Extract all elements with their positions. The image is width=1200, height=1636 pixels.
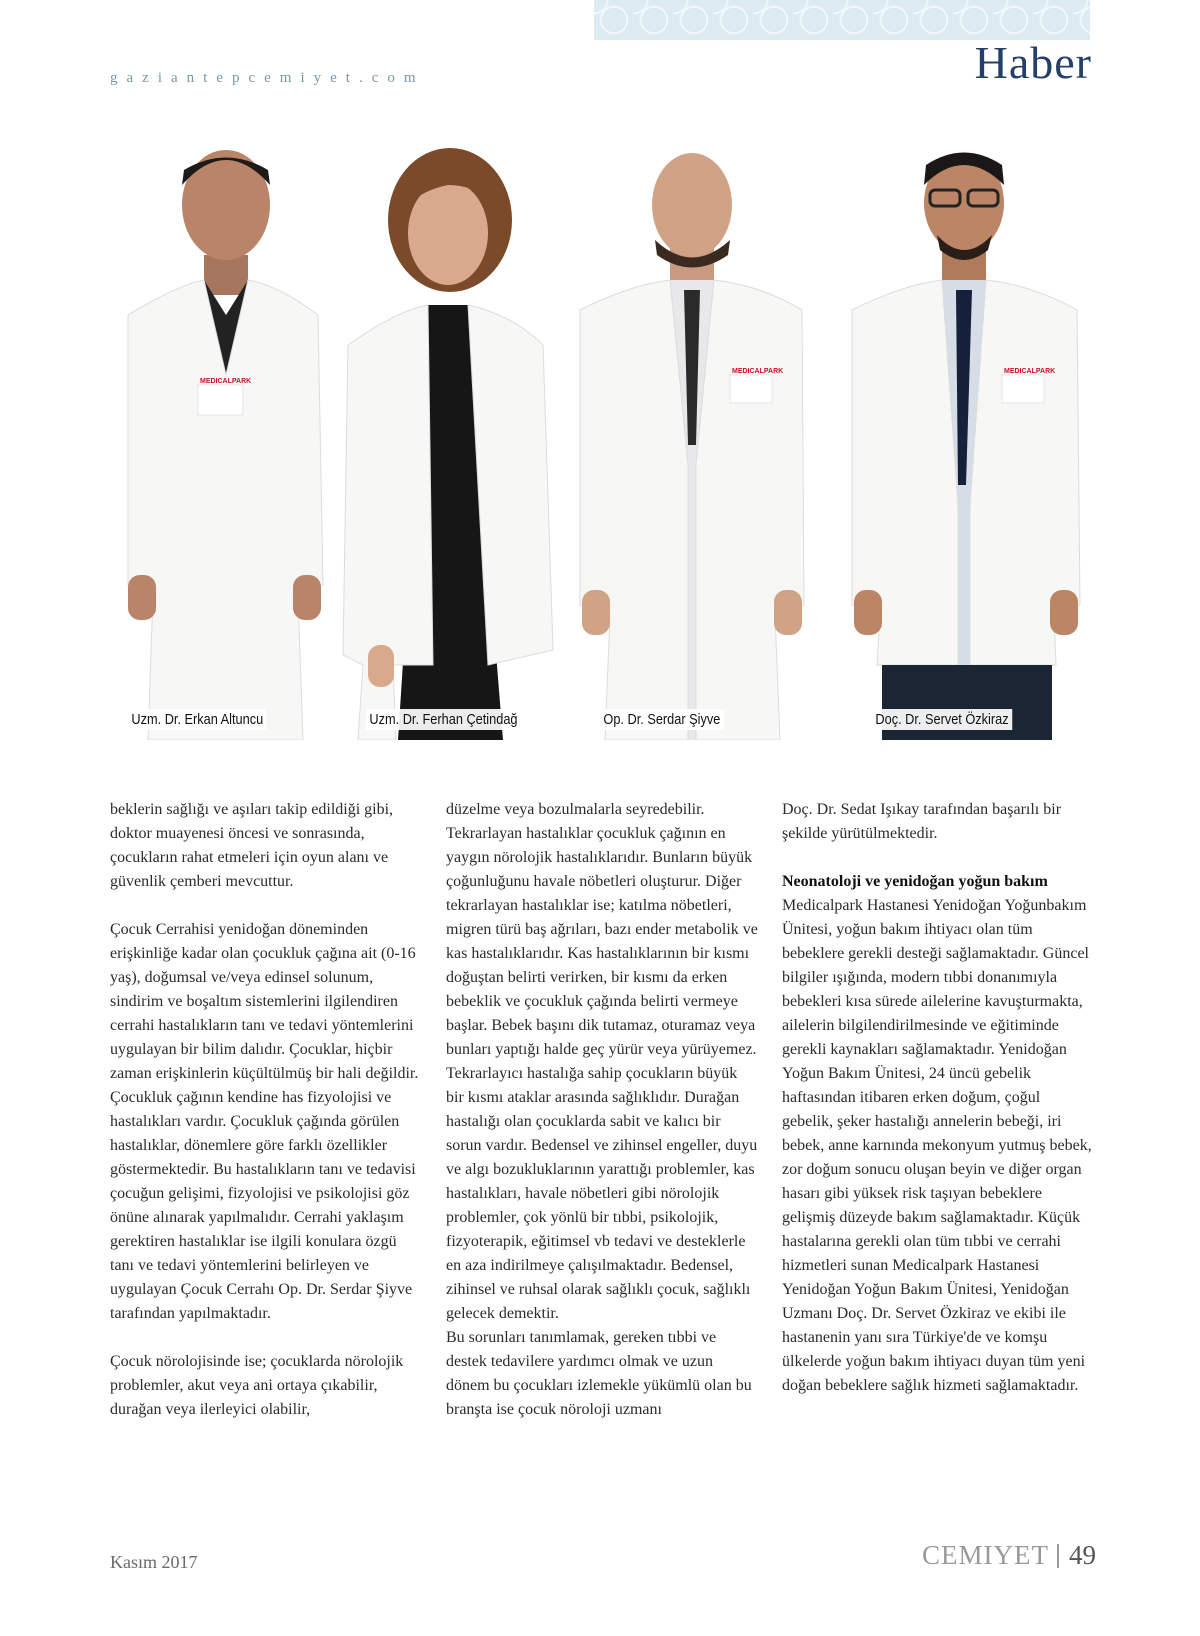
site-url: gaziantepcemiyet.com bbox=[110, 70, 425, 86]
doctor-figure-4 bbox=[842, 145, 1087, 740]
paragraph: Çocuk nörolojisinde ise; çocuklarda nörolojik problemler, akut veya ani ortaya çıkabilir, durağan veya ilerleyici olabilir, bbox=[110, 1353, 404, 1418]
article-column-2 bbox=[446, 798, 758, 1422]
doctor-caption-3: Op. Dr. Serdar Şiyve bbox=[600, 709, 724, 730]
paragraph: Bu sorunları tanımlamak, gereken tıbbi ve destek tedavilere yardımcı olmak ve uzun dönem bu çocukları izlemekle yükümlü olan bu branşta ise çocuk nöroloji uzmanı bbox=[446, 1329, 752, 1418]
issue-date: Kasım 2017 bbox=[110, 1552, 198, 1572]
footer-divider bbox=[1057, 1544, 1059, 1568]
magazine-brand: CEMIYET bbox=[922, 1540, 1049, 1570]
coat-badge-1: MEDICALPARK bbox=[200, 378, 252, 385]
paragraph: Çocuk Cerrahisi yenidoğan döneminden erişkinliğe kadar olan çocukluk çağına ait (0-16 yaş), doğumsal ve/veya edinsel solunum, sindirim ve boşaltım sistemlerini ilgilendiren cerrahi hastalıkların tanı ve tedavi yöntemlerini uygulayan bir bilim dalıdır. Çocuklar, hiçbir zaman erişkinlerin küçültülmüş bir hali değildir. Çocukluk çağının kendine has fizyolojisi ve hastalıkları vardır. Çocukluk çağında görülen hastalıklar, dönemlere göre farklı özellikler göstermektedir. Bu hastalıkların tanı ve tedavisi çocuğun gelişimi, fizyolojisi ve psikolojisi göz önüne alınarak yapılmalıdır. Cerrahi yaklaşım gerektiren hastalıklar ise ilgili konulara özgü tanı ve tedavi yöntemlerini belirleyen ve uygulayan Çocuk Cerrahı Op. Dr. Serdar Şiyve tarafından yapılmaktadır. bbox=[110, 921, 419, 1322]
coat-badge-4: MEDICALPARK bbox=[1004, 368, 1056, 375]
coat-badge-3: MEDICALPARK bbox=[732, 368, 784, 375]
section-title: Haber bbox=[974, 37, 1092, 88]
doctor-figure-3 bbox=[570, 145, 810, 740]
doctor-caption-4: Doç. Dr. Servet Özkiraz bbox=[872, 709, 1012, 730]
doctor-caption-1: Uzm. Dr. Erkan Altuncu bbox=[128, 709, 267, 730]
paragraph: beklerin sağlığı ve aşıları takip edildiği gibi, doktor muayenesi öncesi ve sonrasında, çocukların rahat etmeleri için oyun alanı ve güvenlik çemberi mevcuttur. bbox=[110, 801, 394, 890]
doctors-photo bbox=[110, 145, 1100, 740]
doctor-figure-2 bbox=[338, 145, 563, 740]
page-footer bbox=[922, 1540, 1096, 1571]
article-column-1 bbox=[110, 798, 422, 1422]
doctor-figure-1 bbox=[118, 145, 333, 740]
paragraph: Doç. Dr. Sedat Işıkay tarafından başarılı bir şekilde yürütülmektedir. bbox=[782, 801, 1062, 842]
paragraph: Medicalpark Hastanesi Yenidoğan Yoğunbakım Ünitesi, yoğun bakım ihtiyacı olan tüm bebeklere gerekli desteği sağlamaktadır. Güncel bilgiler ışığında, modern tıbbi donanımıyla bebekleri kısa sürede ailelerine kavuşturmakta, ailelerin bilgilendirilmesinde ve eğitiminde gerekli kaynakları sağlamaktadır. Yenidoğan Yoğun Bakım Ünitesi, 24 üncü gebelik haftasından itibaren erken doğum, çoğul gebelik, şeker hastalığı annelerin bebeği, iri bebek, anne karnında mekonyum yutmuş bebek, zor doğum sonucu oluşan beyin ve diğer organ hasarı gibi yüksek risk taşıyan bebeklere gelişmiş düzeyde bakım sağlamaktadır. Küçük hastalarına gerekli olan tüm tıbbi ve cerrahi hizmetleri sunan Medicalpark Hastanesi Yenidoğan Yoğun Bakım Ünitesi, Yenidoğan Uzmanı Doç. Dr. Servet Özkiraz ve ekibi ile hastanenin yanı sıra Türkiye'de ve komşu ülkelerde yoğun bakım ihtiyacı duyan tüm yeni doğan bebeklere sağlık hizmeti sağlamaktadır. bbox=[782, 897, 1092, 1394]
article-body bbox=[110, 798, 1100, 1478]
decorative-pattern-band bbox=[594, 0, 1090, 40]
article-column-3 bbox=[782, 798, 1094, 1398]
paragraph: düzelme veya bozulmalarla seyredebilir. Tekrarlayan hastalıklar çocukluk çağının en yaygın nörolojik hastalıklarıdır. Bunların büyük çoğunluğunu havale nöbetleri oluşturur. Diğer tekrarlayan hastalıklar ise; katılma nöbetleri, migren türü baş ağrıları, bazı ender metabolik ve kas hastalıklarıdır. Kas hastalıklarının bir kısmı doğuştan belirti verirken, bir kısmı da erken bebeklik ve çocukluk çağında belirti vermeye başlar. Bebek başını dik tutamaz, oturamaz veya bunları yaptığı halde geç yürür veya yürüyemez. Tekrarlayıcı hastalığa sahip çocukların büyük bir kısmı ataklar arasında sağlıklıdır. Durağan hastalığı olan çocuklarda sabit ve kalıcı bir sorun vardır. Bedensel ve zihinsel engeller, duyu ve algı bozukluklarının yarattığı problemler, kas hastalıkları, havale nöbetleri gibi nörolojik problemler, çok yönlü bir tıbbi, psikolojik, fizyoterapik, eğitimsel vb tedavi ve desteklerle en aza indirilmeye çalışılmaktadır. Bedensel, zihinsel ve ruhsal olarak sağlıklı çocuk, sağlıklı gelecek demektir. bbox=[446, 801, 758, 1322]
doctor-caption-2: Uzm. Dr. Ferhan Çetindağ bbox=[366, 709, 521, 730]
page-number: 49 bbox=[1069, 1540, 1096, 1570]
subheading: Neonatoloji ve yenidoğan yoğun bakım bbox=[782, 873, 1048, 890]
